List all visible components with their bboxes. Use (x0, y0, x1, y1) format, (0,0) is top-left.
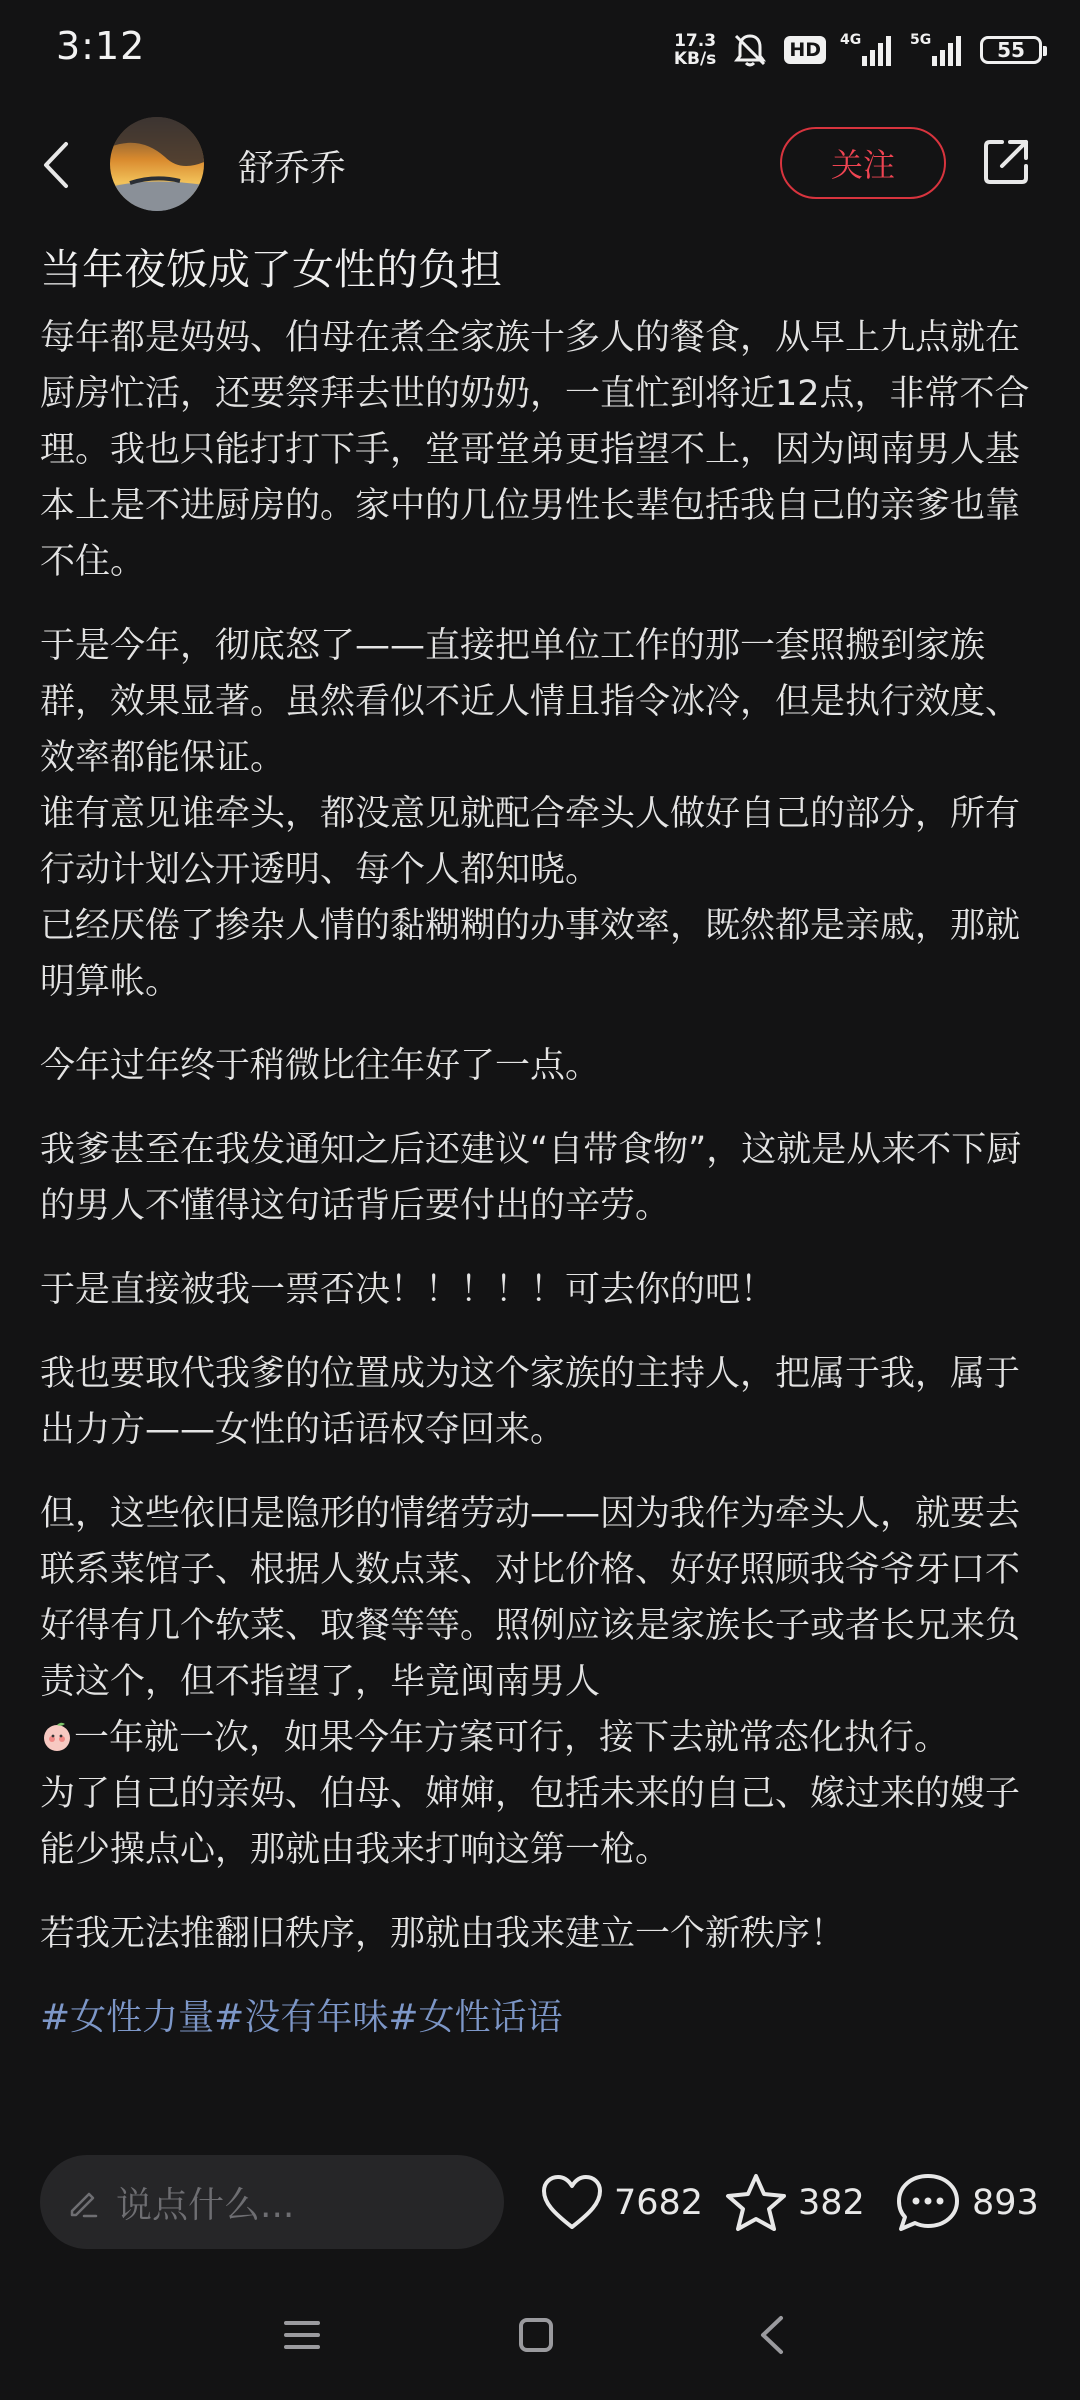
hashtag-list (40, 1990, 1040, 2046)
signal-5g-icon (910, 30, 966, 70)
battery-icon (980, 36, 1042, 64)
post-paragraph: 为了自己的亲妈、伯母、婶婶，包括未来的自己、嫁过来的嫂子能少操点心，那就由我来打响这第一枪。 (40, 1774, 1021, 1870)
network-speed-unit: KB/s (673, 49, 717, 69)
comment-button[interactable] (894, 2168, 1039, 2238)
home-button[interactable] (506, 2310, 566, 2360)
post-paragraph: 若我无法推翻旧秩序，那就由我来建立一个新秩序！ (40, 1914, 846, 1954)
like-count: 7682 (614, 2183, 704, 2223)
status-icons (674, 24, 1042, 76)
post-paragraph-text: 一年就一次，如果今年方案可行，接下去就常态化执行。 (74, 1718, 950, 1758)
network-speed (674, 32, 716, 68)
post-paragraph: 于是直接被我一票否决！！！！！可去你的吧！ (40, 1270, 776, 1310)
peach-emoji-icon (40, 1719, 74, 1753)
like-button[interactable] (540, 2168, 703, 2238)
bottom-action-bar (0, 2150, 1080, 2260)
menu-icon (282, 2318, 322, 2352)
hashtag[interactable]: #没有年味 (214, 1997, 389, 2038)
pencil-icon (66, 2185, 100, 2219)
battery-level: 55 (997, 38, 1025, 62)
network-speed-value: 17.3 (674, 31, 717, 51)
heart-icon (540, 2173, 604, 2233)
follow-button[interactable]: 关注 (780, 127, 946, 199)
hashtag[interactable]: #女性话语 (388, 1997, 563, 2038)
avatar[interactable] (110, 117, 204, 211)
post-paragraph (40, 1486, 1040, 1766)
share-icon (980, 136, 1032, 188)
system-back-button[interactable] (742, 2310, 802, 2360)
post-content (40, 240, 1040, 2046)
post-paragraph: 于是今年，彻底怒了——直接把单位工作的那一套照搬到家族群，效果显著。虽然看似不近人情且指令冰冷，但是执行效度、效率都能保证。 (40, 626, 1021, 778)
favorite-button[interactable] (724, 2168, 865, 2238)
mute-alarm-icon (730, 30, 770, 70)
signal-4g-label: 4G (840, 32, 862, 48)
username[interactable]: 舒乔乔 (238, 148, 347, 189)
post-paragraph: 谁有意见谁牵头，都没意见就配合牵头人做好自己的部分，所有行动计划公开透明、每个人都知晓。 (40, 794, 1021, 890)
system-nav-bar (0, 2290, 1080, 2380)
post-title: 当年夜饭成了女性的负担 (40, 245, 503, 294)
post-paragraph: 已经厌倦了掺杂人情的黏糊糊的办事效率，既然都是亲戚，那就明算帐。 (40, 906, 1021, 1002)
hashtag[interactable]: #女性力量 (40, 1997, 215, 2038)
post-header (0, 110, 1080, 220)
back-triangle-icon (757, 2314, 787, 2356)
post-paragraph: 我爹甚至在我发通知之后还建议“自带食物”，这就是从来不下厨的男人不懂得这句话背后要付出的辛劳。 (40, 1130, 1022, 1226)
post-paragraph: 今年过年终于稍微比往年好了一点。 (40, 1046, 601, 1086)
star-icon (724, 2172, 788, 2234)
avatar-image (110, 117, 204, 211)
comment-bubble-icon (894, 2171, 962, 2235)
home-square-icon (516, 2315, 556, 2355)
comment-input[interactable] (40, 2155, 504, 2249)
status-time: 3:12 (56, 24, 146, 68)
favorite-count: 382 (798, 2183, 865, 2223)
signal-5g-label: 5G (910, 32, 932, 48)
post-paragraph-text: 但，这些依旧是隐形的情绪劳动——因为我作为牵头人，就要去联系菜馆子、根据人数点菜、对比价格、好好照顾我爷爷牙口不好得有几个软菜、取餐等等。照例应该是家族长子或者长兄来负责这个，但不指望了，毕竟闽南男人 (40, 1494, 1021, 1702)
back-button[interactable] (28, 135, 84, 195)
post-paragraph: 我也要取代我爹的位置成为这个家族的主持人，把属于我，属于出力方——女性的话语权夺回来。 (40, 1354, 1021, 1450)
hd-badge: HD (784, 36, 826, 64)
share-button[interactable] (976, 132, 1036, 192)
comment-placeholder: 说点什么... (116, 2184, 295, 2226)
post-paragraph: 每年都是妈妈、伯母在煮全家族十多人的餐食，从早上九点就在厨房忙活，还要祭拜去世的奶奶，一直忙到将近12点，非常不合理。我也只能打打下手，堂哥堂弟更指望不上，因为闽南男人基本上是不进厨房的。家中的几位男性长辈包括我自己的亲爹也靠不住。 (40, 318, 1030, 582)
recent-apps-button[interactable] (272, 2310, 332, 2360)
back-arrow-icon (38, 140, 74, 190)
comment-count: 893 (972, 2183, 1039, 2223)
signal-4g-icon (840, 30, 896, 70)
status-bar (0, 0, 1080, 100)
